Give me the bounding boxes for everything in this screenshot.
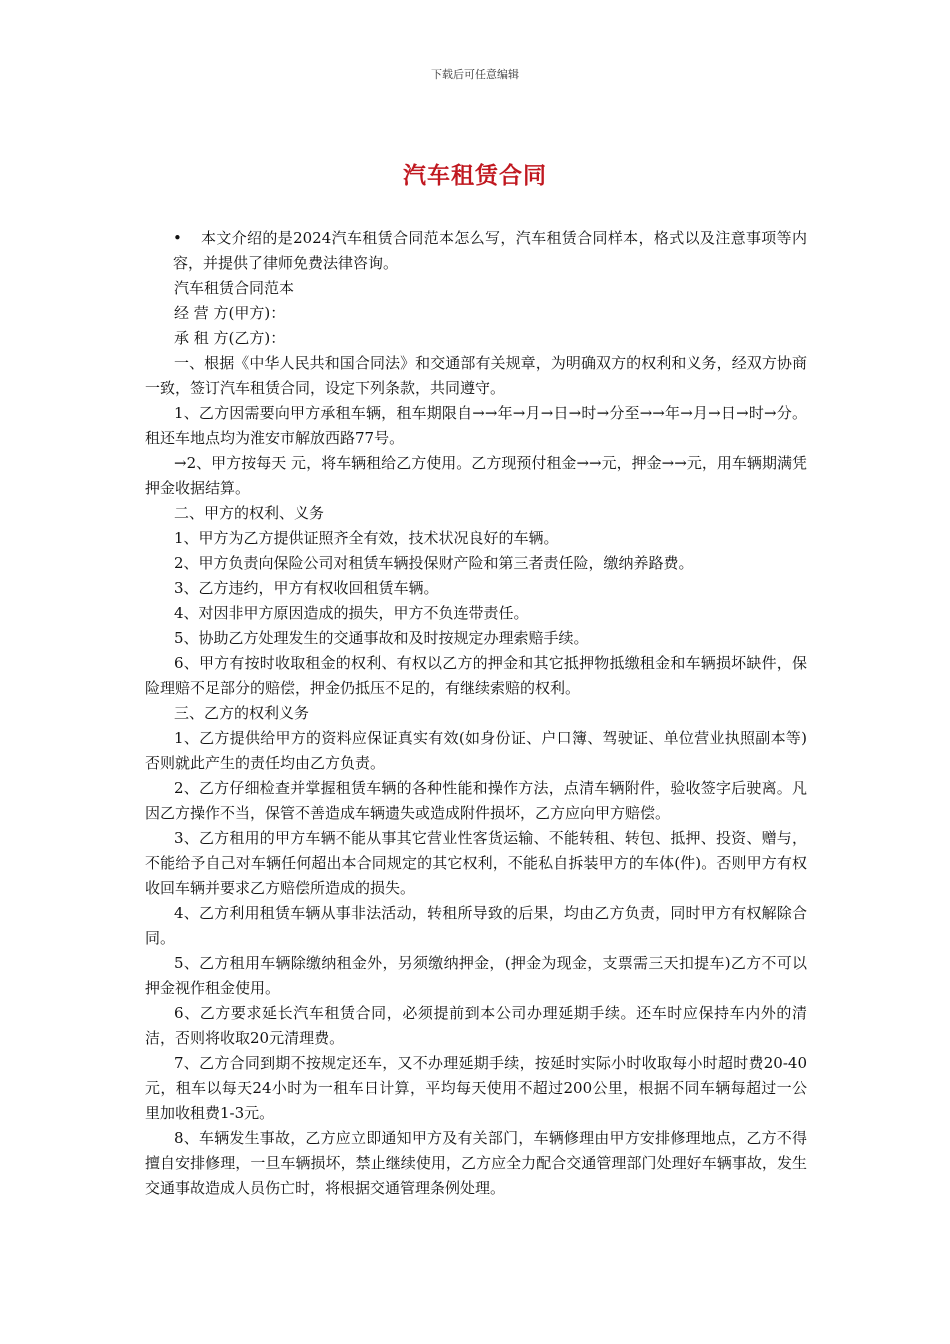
clause-paragraph: 1、乙方提供给甲方的资料应保证真实有效(如身份证、户口簿、驾驶证、单位营业执照副本等)否则就此产生的责任均由乙方负责。 — [145, 729, 807, 772]
clause-paragraph: 1、甲方为乙方提供证照齐全有效，技术状况良好的车辆。 — [174, 529, 559, 547]
clause-paragraph: 1、乙方因需要向甲方承租车辆，租车期限自→→年→月→日→时→分至→→年→月→日→时→分。租还车地点均为淮安市解放西路77号。 — [145, 404, 807, 447]
bullet-icon: • — [173, 229, 182, 247]
party-b-line: 承 租 方(乙方)： — [174, 329, 286, 347]
clause-paragraph: 3、乙方租用的甲方车辆不能从事其它营业性客货运输、不能转租、转包、抵押、投资、赠与，不能给予自己对车辆任何超出本合同规定的其它权利，不能私自拆装甲方的车体(件)。否则甲方有权收回车辆并要求乙方赔偿所造成的损失。 — [145, 829, 807, 897]
subtitle-line: 汽车租赁合同范本 — [174, 279, 295, 297]
clause-paragraph: 4、乙方利用租赁车辆从事非法活动，转租所导致的后果，均由乙方负责，同时甲方有权解除合同。 — [145, 904, 807, 947]
document-body — [145, 226, 807, 1201]
clause-paragraph: 一、根据《中华人民共和国合同法》和交通部有关规章，为明确双方的权利和义务，经双方协商一致，签订汽车租赁合同，设定下列条款，共同遵守。 — [145, 354, 807, 397]
clause-paragraph: 5、协助乙方处理发生的交通事故和及时按规定办理索赔手续。 — [174, 629, 589, 647]
page-header: 下载后可任意编辑 — [431, 68, 519, 81]
party-a-line: 经 营 方(甲方)： — [174, 304, 286, 322]
clause-paragraph: 3、乙方违约，甲方有权收回租赁车辆。 — [174, 579, 439, 597]
clause-paragraph: 6、甲方有按时收取租金的权利、有权以乙方的押金和其它抵押物抵缴租金和车辆损坏缺件，保险理赔不足部分的赔偿，押金仍抵压不足的，有继续索赔的权利。 — [145, 654, 807, 697]
clause-paragraph: →2、甲方按每天 元，将车辆租给乙方使用。乙方现预付租金→→元，押金→→元，用车辆期满凭押金收据结算。 — [145, 454, 807, 497]
clause-paragraph: 2、乙方仔细检查并掌握租赁车辆的各种性能和操作方法，点清车辆附件，验收签字后驶离。凡因乙方操作不当，保管不善造成车辆遗失或造成附件损坏，乙方应向甲方赔偿。 — [145, 779, 807, 822]
intro-text: 本文介绍的是2024汽车租赁合同范本怎么写，汽车租赁合同样本，格式以及注意事项等内容，并提供了律师免费法律咨询。 — [173, 229, 807, 272]
clause-paragraph: 2、甲方负责向保险公司对租赁车辆投保财产险和第三者责任险，缴纳养路费。 — [174, 554, 694, 572]
section-heading: 二、甲方的权利、义务 — [174, 504, 325, 522]
document-title: 汽车租赁合同 — [403, 162, 547, 189]
clause-paragraph: 5、乙方租用车辆除缴纳租金外，另须缴纳押金，(押金为现金，支票需三天扣提车)乙方不可以押金视作租金使用。 — [145, 954, 807, 997]
clause-paragraph: 4、对因非甲方原因造成的损失，甲方不负连带责任。 — [174, 604, 529, 622]
section-heading: 三、乙方的权利义务 — [174, 704, 310, 722]
clause-paragraph: 7、乙方合同到期不按规定还车，又不办理延期手续，按延时实际小时收取每小时超时费20-40元，租车以每天24小时为一租车日计算，平均每天使用不超过200公里，根据不同车辆每超过一公里加收租费1-3元。 — [145, 1054, 807, 1122]
intro-paragraph — [145, 226, 807, 276]
clause-paragraph: 6、乙方要求延长汽车租赁合同，必须提前到本公司办理延期手续。还车时应保持车内外的清洁，否则将收取20元清理费。 — [145, 1004, 807, 1047]
clause-paragraph: 8、车辆发生事故，乙方应立即通知甲方及有关部门，车辆修理由甲方安排修理地点，乙方不得擅自安排修理，一旦车辆损坏，禁止继续使用，乙方应全力配合交通管理部门处理好车辆事故，发生交通事故造成人员伤亡时，将根据交通管理条例处理。 — [145, 1129, 807, 1197]
